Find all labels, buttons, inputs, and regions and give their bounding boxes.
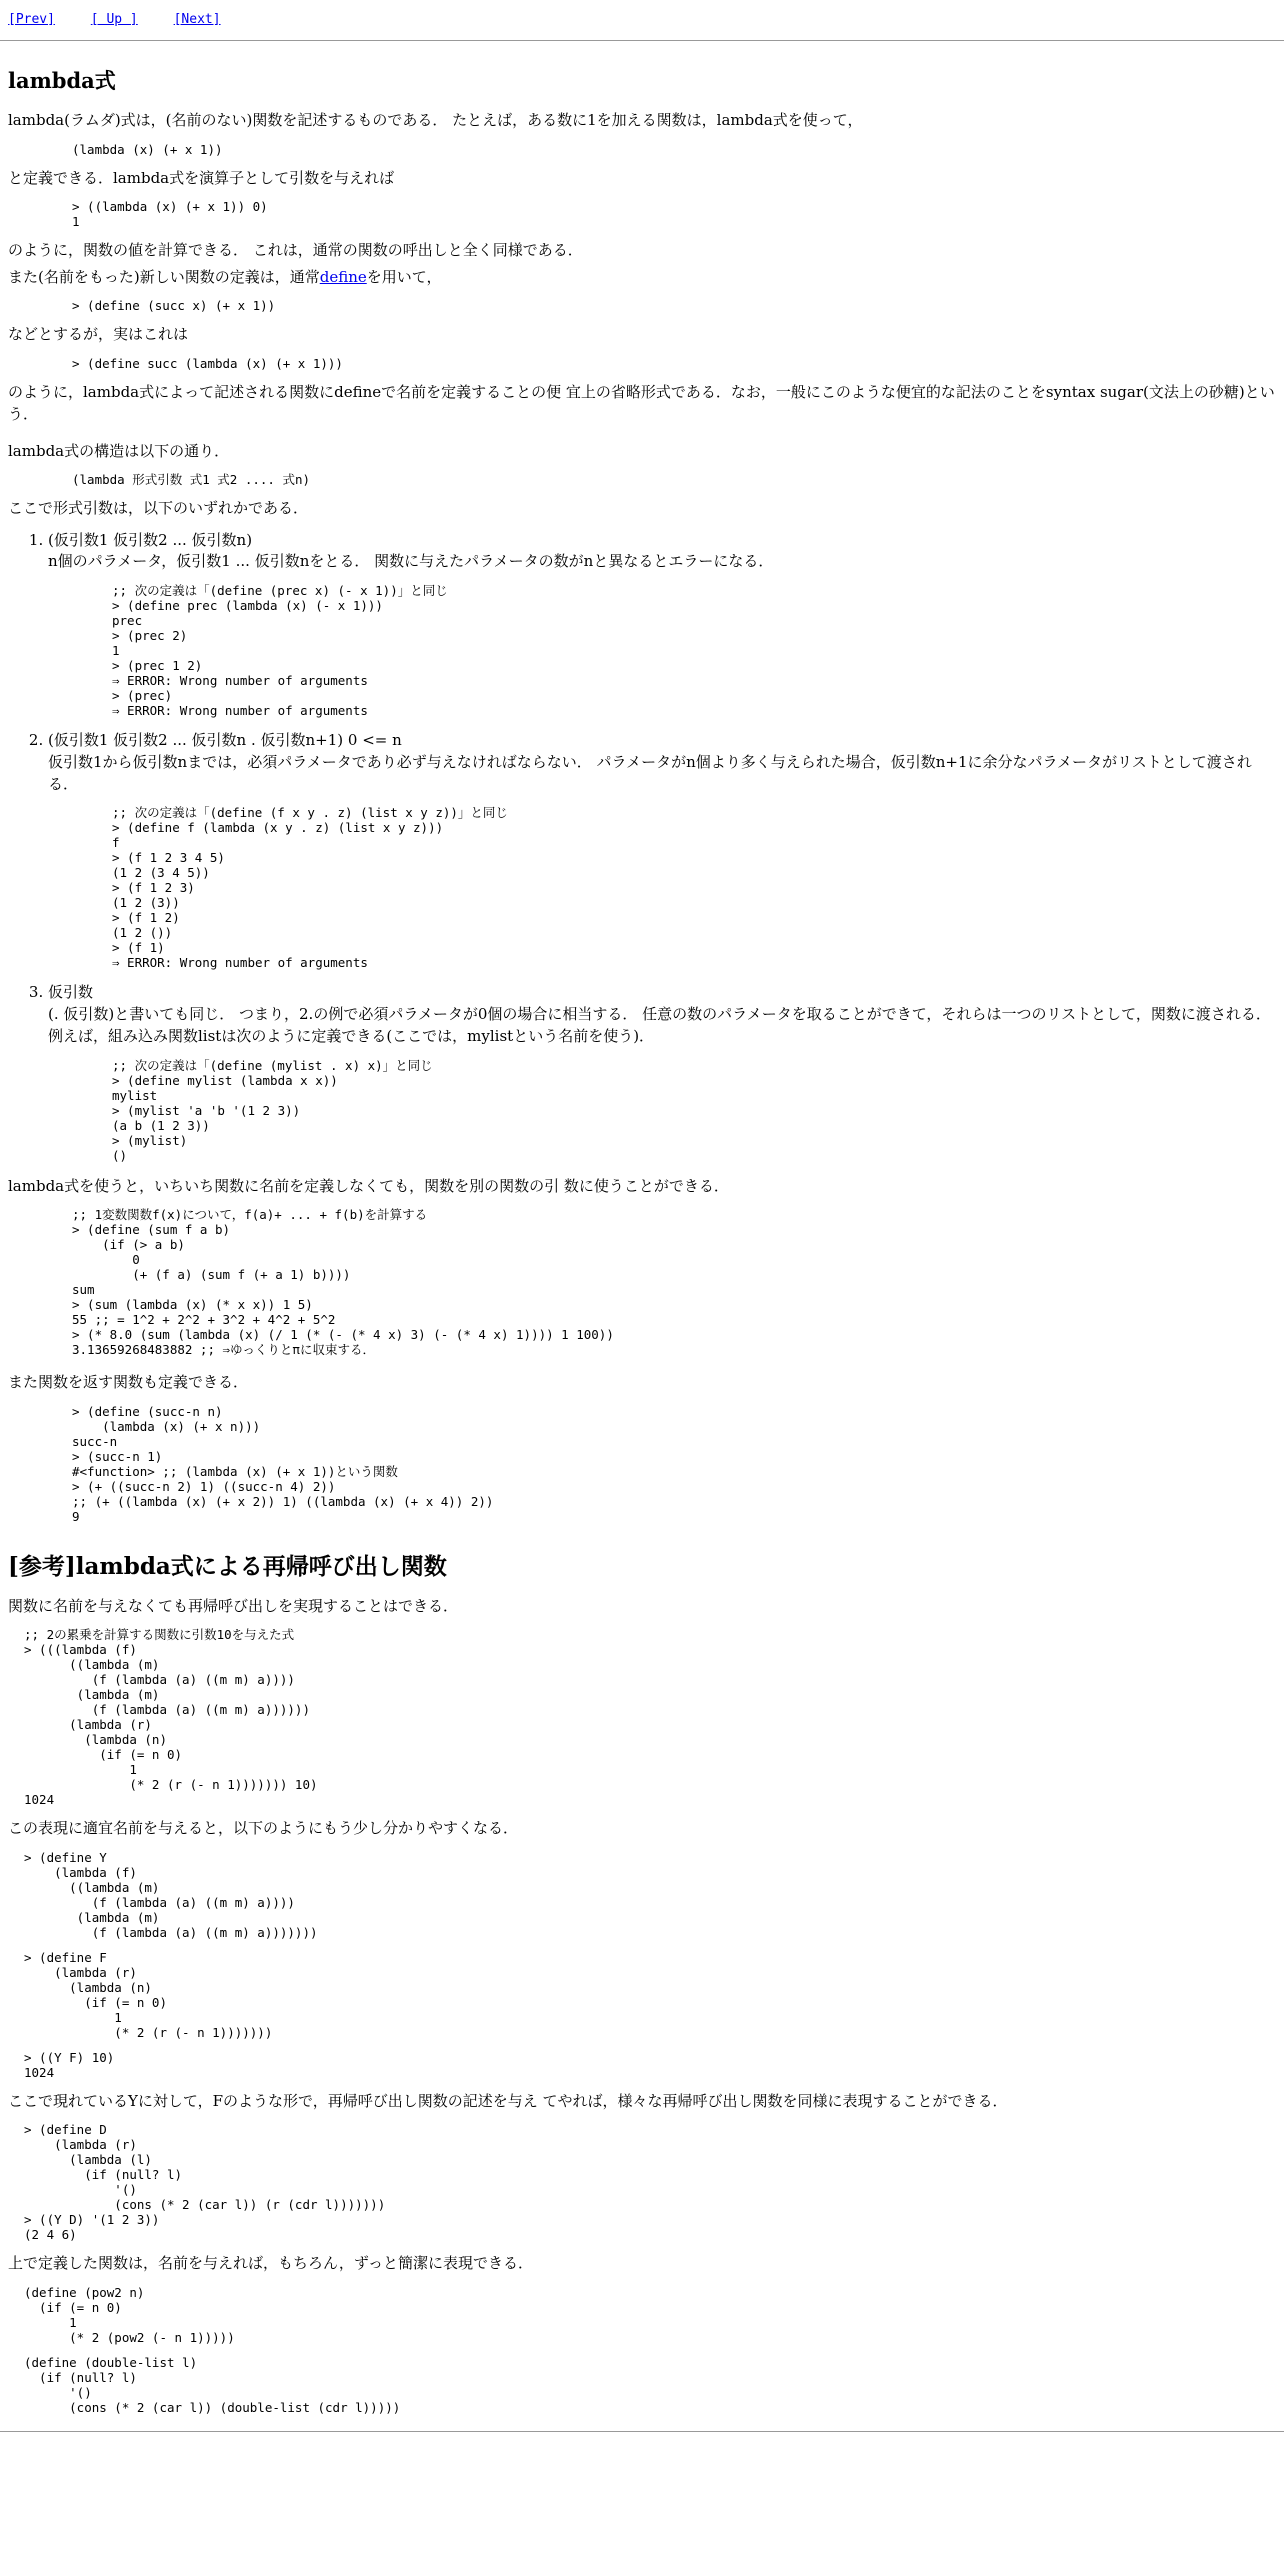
define-text-pre: また(名前をもった)新しい関数の定義は，通常 [8,267,320,286]
code-lambda-apply: > ((lambda (x) (+ x 1)) 0) 1 [72,199,268,229]
paragraph-named: この表現に適宜名前を与えると，以下のようにもう少し分かりやすくなる． [8,1819,519,1837]
code-define-succ: > (define (succ x) (+ x 1)) [72,298,276,313]
code-double-list: (define (double-list l) (if (null? l) '() (cons (* 2 (car l)) (double-list (cdr l))))) [24,2354,401,2415]
paragraph-anon-recursion: 関数に名前を与えなくても再帰呼び出しを実現することはできる． [8,1596,459,1615]
list-item-desc: (. 仮引数)と書いても同じ． つまり，2.の例で必須パラメータが0個の場合に相当する． 任意の数のパラメータを取ることができて，それらは一つのリストとして，関数に渡される． 例えば，組み込み関数listは次のように定義できる(ここでは，mylistという名前を使う)． [48,1005,1271,1045]
define-link[interactable]: define [319,267,367,286]
paragraph-operator: と定義できる．lambda式を演算子として引数を与えれば [8,168,395,187]
list-item [48,730,1276,970]
paragraph-concise: 上で定義した関数は，名前を与えれば，もちろん，ずっと簡潔に表現できる． [8,2254,534,2272]
paragraph-higher-order: lambda式を使うと，いちいち関数に名前を定義しなくても，関数を別の関数の引 数に使うことができる． [8,1176,729,1195]
list-item-code: ;; 次の定義は「(define (prec x) (- x 1))」と同じ > (define prec (lambda (x) (- x 1))) prec > (prec 2) 1 > (prec 1 2) ⇒ ERROR: Wrong number of arguments > (prec) ⇒ ERROR: Wrong number of arguments [112,583,448,718]
paragraph-structure: lambda式の構造は以下の通り． [8,441,230,460]
navigation-bar [8,0,1276,38]
paragraph-syntax-sugar: のように，lambda式によって記述される関数にdefineで名前を定義することの便 宜上の省略形式である．なお，一般にこのような便宜的な記法のことをsyntax sugar(文法上の砂糖)という． [8,382,1275,423]
code-lambda-example: (lambda (x) (+ x 1)) [72,141,223,157]
prev-link[interactable]: [Prev] [8,12,55,27]
list-item-head: 1. (仮引数1 仮引数2 ... 仮引数n) [48,530,253,549]
code-define-y: > (define Y (lambda (f) ((lambda (m) (f (lambda (a) ((m m) a)))) (lambda (m) (f (lambda (a) ((m m) a))))))) [24,1849,318,1940]
code-anon-recursion: ;; 2の累乗を計算する関数に引数10を与えた式 > (((lambda (f) ((lambda (m) (f (lambda (a) ((m m) a)))) (lambda (m) (f (lambda (a) ((m m) a)))))) (lambda (r) (lambda (n) (if (= n 0) 1 (* 2 (r (- n 1))))))) 10) 1024 [24,1627,318,1807]
code-sum: ;; 1変数関数f(x)について，f(a)+ ... + f(b)を計算する > (define (sum f a b) (if (> a b) 0 (+ (f a) (sum f (+ a 1) b)))) sum > (sum (lambda (x) (* x x)) 1 5) 55 ;; = 1^2 + 2^2 + 3^2 + 4^2 + 5^2 > (* 8.0 (sum (lambda (x) (/ 1 (* (- (* 4 x) 3) (- (* 4 x) 1)))) 1 100)) 3.13659268483882 ;; ⇒ゆっくりとπに収束する． [72,1207,614,1357]
code-define-d: > (define D (lambda (r) (lambda (l) (if (null? l) '() (cons (* 2 (car l)) (r (cdr l))))))) > ((Y D) '(1 2 3)) (2 4 6) [24,2122,386,2242]
list-item-code: ;; 次の定義は「(define (mylist . x) x)」と同じ > (define mylist (lambda x x)) mylist > (mylist 'a 'b '(1 2 3)) (a b (1 2 3)) > (mylist) () [112,1057,433,1163]
list-item-code: ;; 次の定義は「(define (f x y . z) (list x y z))」と同じ > (define f (lambda (x y . z) (list x y z))) f > (f 1 2 3 4 5) (1 2 (3 4 5)) > (f 1 2 3) (1 2 (3)) > (f 1 2) (1 2 ()) > (f 1) ⇒ ERROR: Wrong number of arguments [112,805,508,971]
paragraph-actually: などとするが，実はこれは [8,325,189,343]
list-item [48,530,1276,719]
list-item-desc: 仮引数1から仮引数nまでは，必須パラメータであり必ず与えなければならない． パラメータがn個より多く与えられた場合，仮引数n+1に余分なパラメータがリストとして渡される． [48,752,1252,793]
paragraph-call: のように，関数の値を計算できる． これは，通常の関数の呼出しと全く同様である． [8,241,583,259]
paragraph-return-function: また関数を返す関数も定義できる． [8,1373,249,1391]
bottom-divider [0,2431,1284,2432]
code-lambda-structure: (lambda 形式引数 式1 式2 .... 式n) [72,472,311,487]
code-define-succ-lambda: > (define succ (lambda (x) (+ x 1))) [72,355,343,371]
paragraph-general: ここで現れているYに対して，Fのような形で，再帰呼び出し関数の記述を与え てやれば，様々な再帰呼び出し関数を同様に表現することができる． [8,2091,1008,2110]
code-succ-n: > (define (succ-n n) (lambda (x) (+ x n))) succ-n > (succ-n 1) #<function> ;; (lambda (x) (+ x 1))という関数 > (+ ((succ-n 2) 1) ((succ-n 4) 2)) ;; (+ ((lambda (x) (+ x 2)) 1) ((lambda (x) (+ x 4)) 2)) 9 [72,1403,494,1524]
define-text-post: を用いて， [366,267,442,286]
paragraph-formal-args: ここで形式引数は，以下のいずれかである． [8,499,309,517]
paragraph-intro: lambda(ラムダ)式は，(名前のない)関数を記述するものである． たとえば，ある数に1を加える関数は，lambda式を使って， [8,111,863,129]
next-link[interactable]: [Next] [173,12,221,27]
page-title: lambda式 [8,68,116,93]
formal-args-list [8,530,1276,1163]
top-divider [0,40,1284,41]
code-pow2: (define (pow2 n) (if (= n 0) 1 (* 2 (pow2 (- n 1))))) [24,2284,235,2345]
list-item [48,982,1276,1162]
code-y-f-apply: > ((Y F) 10) 1024 [24,2049,115,2080]
list-item-desc: n個のパラメータ，仮引数1 ... 仮引数nをとる． 関数に与えたパラメータの数がnと異なるとエラーになる． [48,552,774,571]
code-define-f: > (define F (lambda (r) (lambda (n) (if (= n 0) 1 (* 2 (r (- n 1))))))) [24,1949,273,2040]
section-title-recursion: [参考]lambda式による再帰呼び出し関数 [8,1552,447,1580]
paragraph-define [8,266,1276,289]
list-item-head: 3. 仮引数 [48,983,94,1002]
list-item-head: 2. (仮引数1 仮引数2 ... 仮引数n . 仮引数n+1) 0 <= n [48,731,402,749]
up-link[interactable]: [ Up ] [90,12,138,27]
